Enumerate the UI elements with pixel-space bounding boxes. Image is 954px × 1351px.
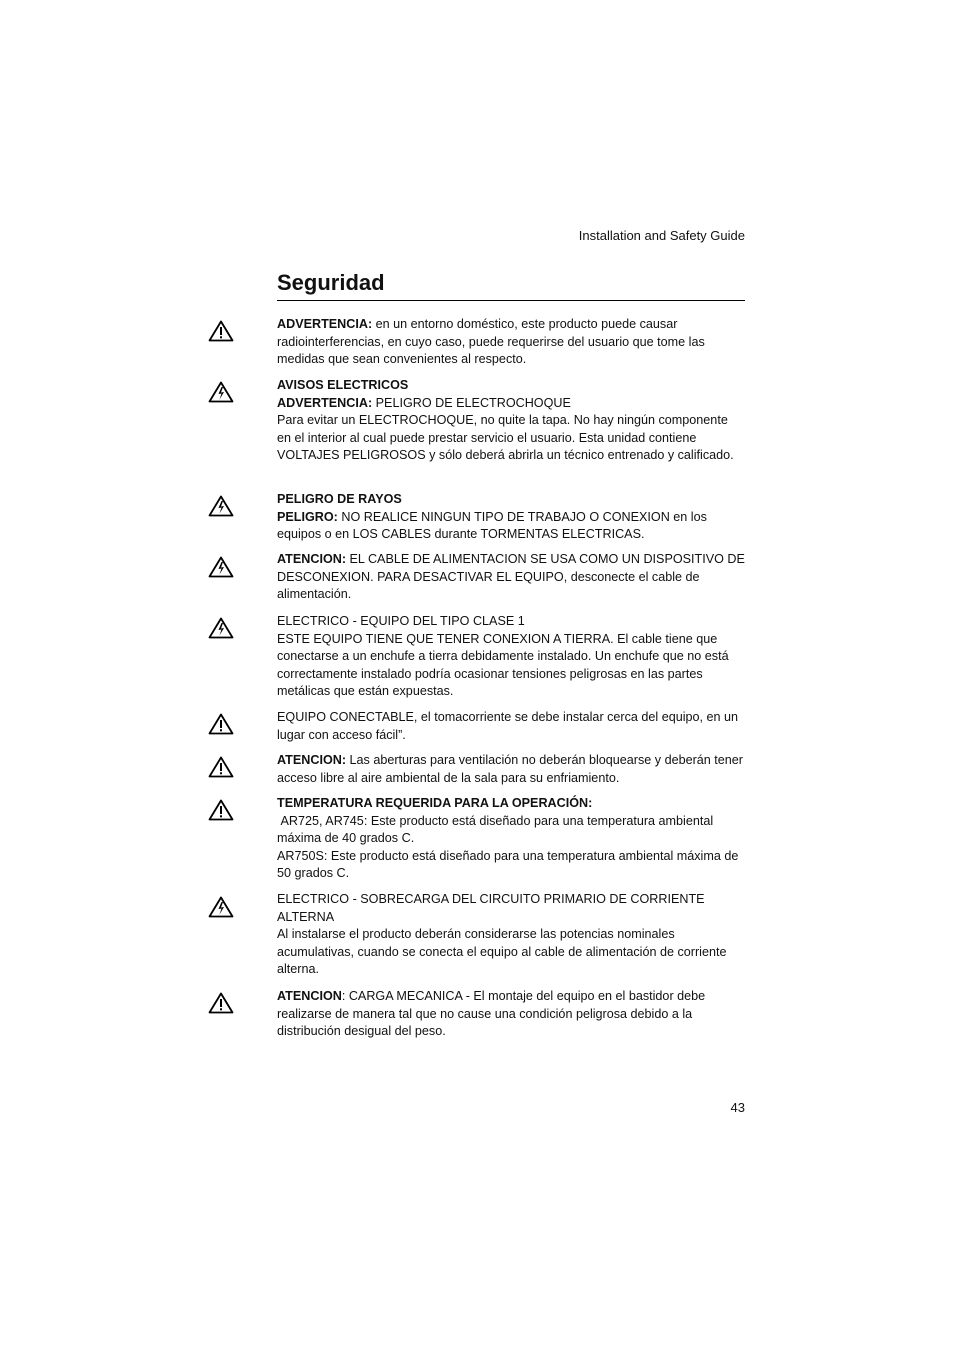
item-line: ELECTRICO - EQUIPO DEL TIPO CLASE 1 (277, 614, 525, 628)
safety-item-2 (277, 377, 745, 465)
electric-shock-icon (208, 617, 234, 639)
safety-item-9 (277, 891, 745, 979)
safety-item-1 (277, 316, 745, 369)
safety-item-3 (277, 491, 745, 544)
warning-icon (208, 713, 234, 735)
safety-item-7 (277, 752, 745, 787)
electric-shock-icon (208, 381, 234, 403)
item-body: EQUIPO CONECTABLE, el tomacorriente se debe instalar cerca del equipo, en un lugar con acceso fácil”. (277, 710, 739, 742)
safety-item-6 (277, 709, 745, 744)
warning-icon (208, 756, 234, 778)
item-label: PELIGRO: (277, 509, 338, 524)
item-heading: AVISOS ELECTRICOS (277, 378, 409, 392)
item-body: ESTE EQUIPO TIENE QUE TENER CONEXION A TIERRA. El cable tiene que conectarse a un enchufe a tierra debidamente instalado. Un enchufe que no está correctamente instalado podría ocasionar tensiones peligrosas en las partes metálicas que están expuestas. (277, 631, 729, 699)
safety-item-10 (277, 988, 745, 1041)
safety-item-8 (277, 795, 745, 883)
item-heading: TEMPERATURA REQUERIDA PARA LA OPERACIÓN: (277, 796, 593, 810)
item-label: ADVERTENCIA: (277, 317, 373, 331)
item-line: AR725, AR745: Este producto está diseñado para una temperatura ambiental máxima de 40 grados C. (277, 813, 717, 846)
warning-icon (208, 320, 234, 342)
item-text: : CARGA MECANICA - El montaje del equipo en el bastidor debe realizarse de manera tal que no cause una condición peligrosa debido a la distribución desigual del peso. (277, 989, 706, 1039)
item-label: ADVERTENCIA: (277, 395, 373, 410)
electric-shock-icon (208, 896, 234, 918)
item-heading: PELIGRO DE RAYOS (277, 492, 402, 506)
warning-icon (208, 992, 234, 1014)
item-line: ELECTRICO - SOBRECARGA DEL CIRCUITO PRIMARIO DE CORRIENTE ALTERNA (277, 892, 705, 924)
electric-shock-icon (208, 495, 234, 517)
item-label: ATENCION: (277, 753, 347, 767)
page-number: 43 (730, 1100, 745, 1115)
item-label: ATENCION: (277, 552, 347, 566)
page-title: Seguridad (277, 270, 385, 295)
item-text: Las aberturas para ventilación no deberán bloquearse y deberán tener acceso libre al aire ambiental de la sala para su enfriamiento. (277, 753, 744, 785)
warning-icon (208, 799, 234, 821)
safety-item-4 (277, 551, 745, 604)
item-text: EL CABLE DE ALIMENTACION SE USA COMO UN DISPOSITIVO DE DESCONEXION. PARA DESACTIVAR EL EQUIPO, desconecte el cable de alimentación. (277, 552, 745, 602)
item-text: en un entorno doméstico, este producto puede causar radiointerferencias, en cuyo caso, puede requerirse del usuario que tome las medidas que sean convenientes al respecto. (277, 317, 705, 367)
title-divider (277, 300, 745, 301)
item-text: NO REALICE NINGUN TIPO DE TRABAJO O CONEXION en los equipos o en LOS CABLES durante TORMENTAS ELECTRICAS. (277, 509, 707, 542)
item-body: AR750S: Este producto está diseñado para una temperatura ambiental máxima de 50 grados C. (277, 848, 739, 881)
safety-item-5 (277, 613, 745, 701)
item-label: ATENCION (277, 989, 342, 1003)
item-body: Para evitar un ELECTROCHOQUE, no quite la tapa. No hay ningún componente en el interior al cual puede prestar servicio el usuario. Esta unidad contiene VOLTAJES PELIGROSOS y sólo deberá abrirla un técnico entrenado y calificado. (277, 413, 734, 463)
item-text: PELIGRO DE ELECTROCHOQUE (372, 395, 571, 410)
running-header: Installation and Safety Guide (578, 228, 745, 243)
electric-shock-icon (208, 556, 234, 578)
item-body: Al instalarse el producto deberán considerarse las potencias nominales acumulativas, cuando se conecta el equipo al cable de alimentación de corriente alterna. (277, 927, 727, 977)
